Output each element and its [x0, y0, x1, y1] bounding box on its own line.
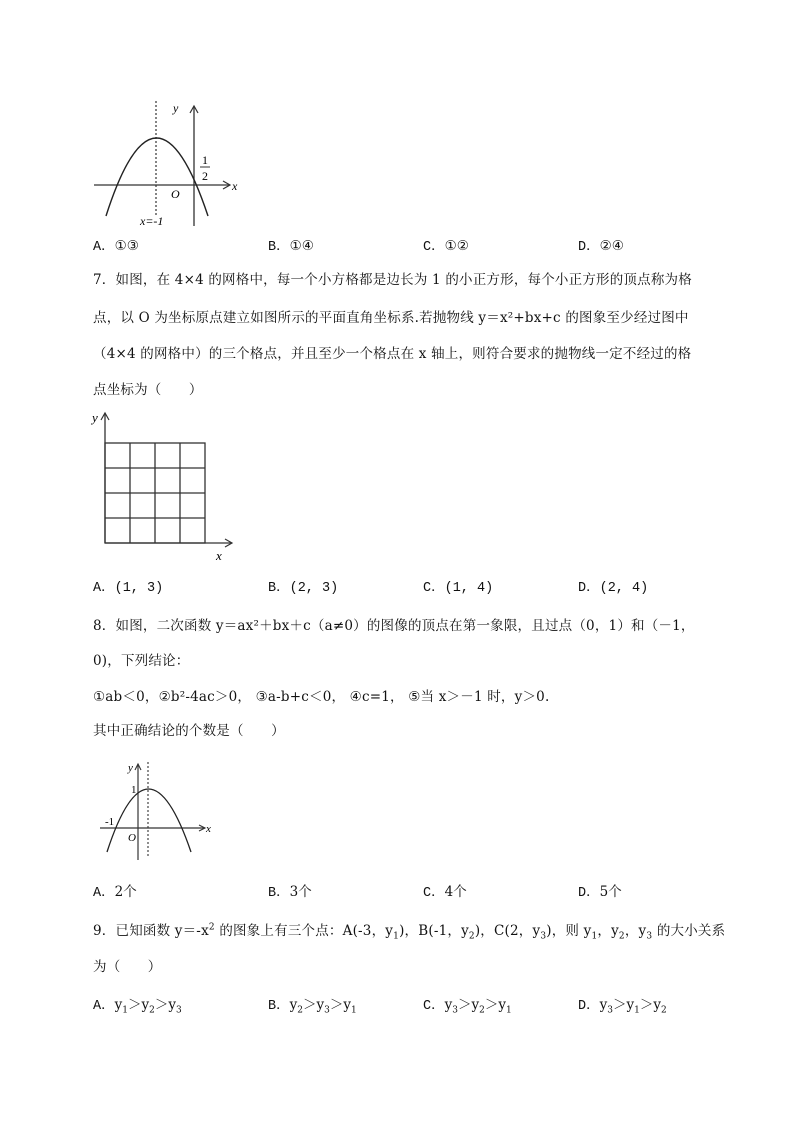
q7-grid-figure: [90, 405, 240, 565]
svg-text:O: O: [128, 832, 136, 844]
q8-stem-line-2: 0)，下列结论：: [93, 653, 190, 669]
q9-option-b[interactable]: B．$y_2>y_3>y_1$: [268, 997, 357, 1016]
q7-option-a[interactable]: A．(1, 3): [93, 581, 164, 596]
q7-stem-line-2: 点，以 O 为坐标原点建立如图所示的平面直角坐标系.若抛物线 y＝x²+bx+c 的图象至少经过图中: [93, 310, 689, 326]
svg-text:x: x: [232, 179, 238, 193]
q8-option-d[interactable]: D．5个: [578, 884, 622, 901]
q9-option-d[interactable]: D．$y_3>y_1>y_2$: [578, 997, 667, 1016]
q8-option-a[interactable]: A．2个: [93, 884, 137, 901]
q6-parabola-figure: [90, 98, 250, 228]
svg-text:1: 1: [202, 153, 208, 167]
q8-question: 其中正确结论的个数是（ ）: [93, 723, 285, 739]
svg-text:x: x: [216, 548, 222, 563]
q8-parabola-figure: [95, 760, 215, 860]
svg-text:y: y: [173, 101, 179, 115]
q8-stem-line-1: 8．如图，二次函数 y＝ax²＋bx＋c（a≠0）的图像的顶点在第一象限，且过点（0，1）和（－1，: [93, 618, 695, 634]
svg-text:x: x: [206, 823, 211, 835]
q7-option-b[interactable]: B．(2, 3): [268, 581, 339, 596]
svg-text:2: 2: [202, 169, 208, 183]
q8-option-c[interactable]: C．4个: [423, 884, 467, 901]
q7-stem-line-3: （4×4 的网格中）的三个格点，并且至少一个格点在 x 轴上，则符合要求的抛物线一定不经过的格: [93, 346, 692, 362]
q7-option-d[interactable]: D．(2, 4): [578, 581, 649, 596]
q6-option-a[interactable]: A．①③: [93, 238, 139, 255]
q6-option-b[interactable]: B．①④: [268, 238, 314, 255]
q9-option-a[interactable]: A．$y_1>y_2>y_3$: [93, 997, 182, 1016]
q6-option-c[interactable]: C．①②: [423, 238, 469, 255]
svg-text:O: O: [171, 187, 180, 201]
svg-text:1: 1: [131, 784, 137, 796]
svg-text:x=-1: x=-1: [140, 214, 164, 228]
q7-stem-line-4: 点坐标为（ ）: [93, 382, 203, 398]
svg-text:-1: -1: [105, 816, 115, 828]
q9-stem-line-2: 为（ ）: [93, 959, 162, 975]
q6-option-d[interactable]: D．②④: [578, 238, 624, 255]
q7-option-c[interactable]: C．(1, 4): [423, 581, 494, 596]
q7-stem-line-1: 7．如图，在 4×4 的网格中，每一个小方格都是边长为 1 的小正方形，每个小正方形的顶点称为格: [93, 272, 692, 288]
svg-text:y: y: [128, 762, 133, 774]
q8-conclusions: ①ab＜0，②b²-4ac＞0， ③a-b+c＜0， ④c=1， ⑤当 x＞－1 时，y＞0.: [93, 689, 550, 705]
q9-option-c[interactable]: C．$y_3>y_2>y_1$: [423, 997, 512, 1016]
q8-option-b[interactable]: B．3个: [268, 884, 312, 901]
svg-text:y: y: [92, 410, 98, 425]
q9-stem-line-1: 9．已知函数 $y=-x^2$ 的图象上有三个点：A(-3，$y_1$)，B(-1，$y_2$)，C(2，$y_3$)，则 $y_1$，$y_2$，$y_3$ 的大小关系: [93, 922, 726, 942]
